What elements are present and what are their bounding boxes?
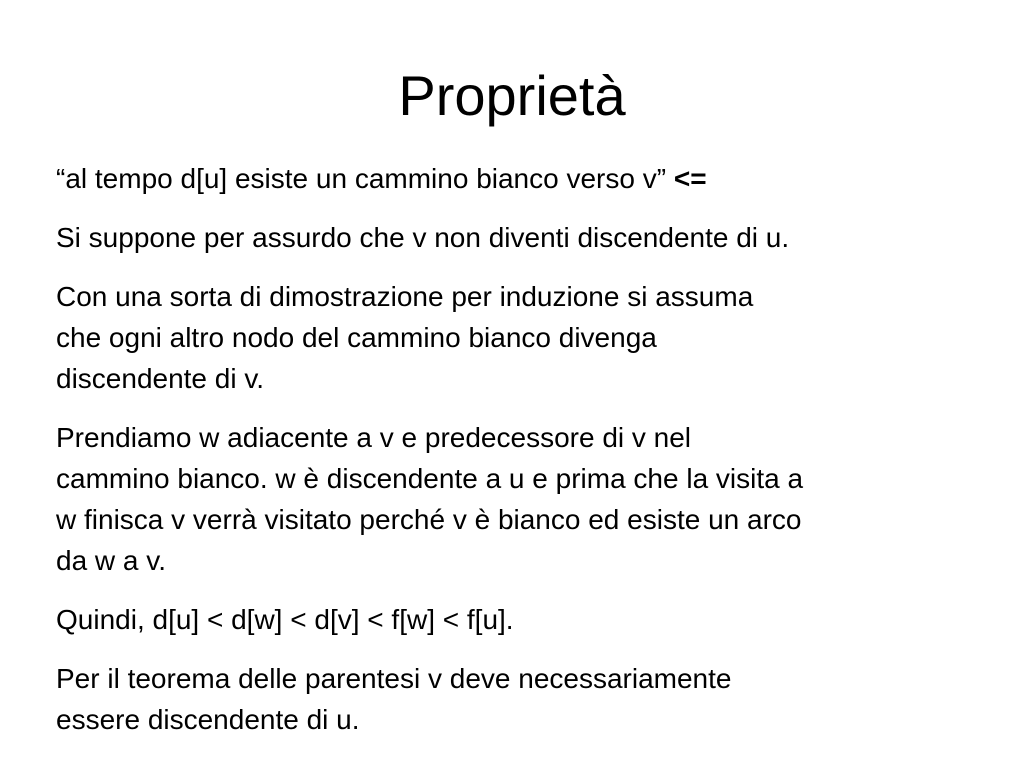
implication-symbol: <= [673,163,707,194]
text-line: cammino bianco. w è discendente a u e prima che la visita a [56,463,804,494]
text-line: essere discendente di u. [56,704,360,735]
text-line: Per il teorema delle parentesi v deve necessariamente [56,663,732,694]
slide-title: Proprietà [398,64,626,127]
text-line: da w a v. [56,545,166,576]
paragraph-hypothesis [56,158,986,199]
paragraph-parenthesis-theorem [56,658,986,740]
text-line: Con una sorta di dimostrazione per induzione si assuma [56,281,754,312]
text-line: w finisca v verrà visitato perché v è bianco ed esiste un arco [56,504,802,535]
text-line: che ogni altro nodo del cammino bianco divenga [56,322,657,353]
paragraph-argument [56,417,986,581]
slide-body [56,158,986,758]
paragraph-induction [56,276,986,399]
text-line: Prendiamo w adiacente a v e predecessore di v nel [56,422,692,453]
text-line: discendente di v. [56,363,265,394]
paragraph-assumption: Si suppone per assurdo che v non diventi discendente di u. [56,222,790,253]
paragraph-conclusion-inequality: Quindi, d[u] < d[w] < d[v] < f[w] < f[u]. [56,604,514,635]
hypothesis-text: “al tempo d[u] esiste un cammino bianco verso v” [56,163,674,194]
